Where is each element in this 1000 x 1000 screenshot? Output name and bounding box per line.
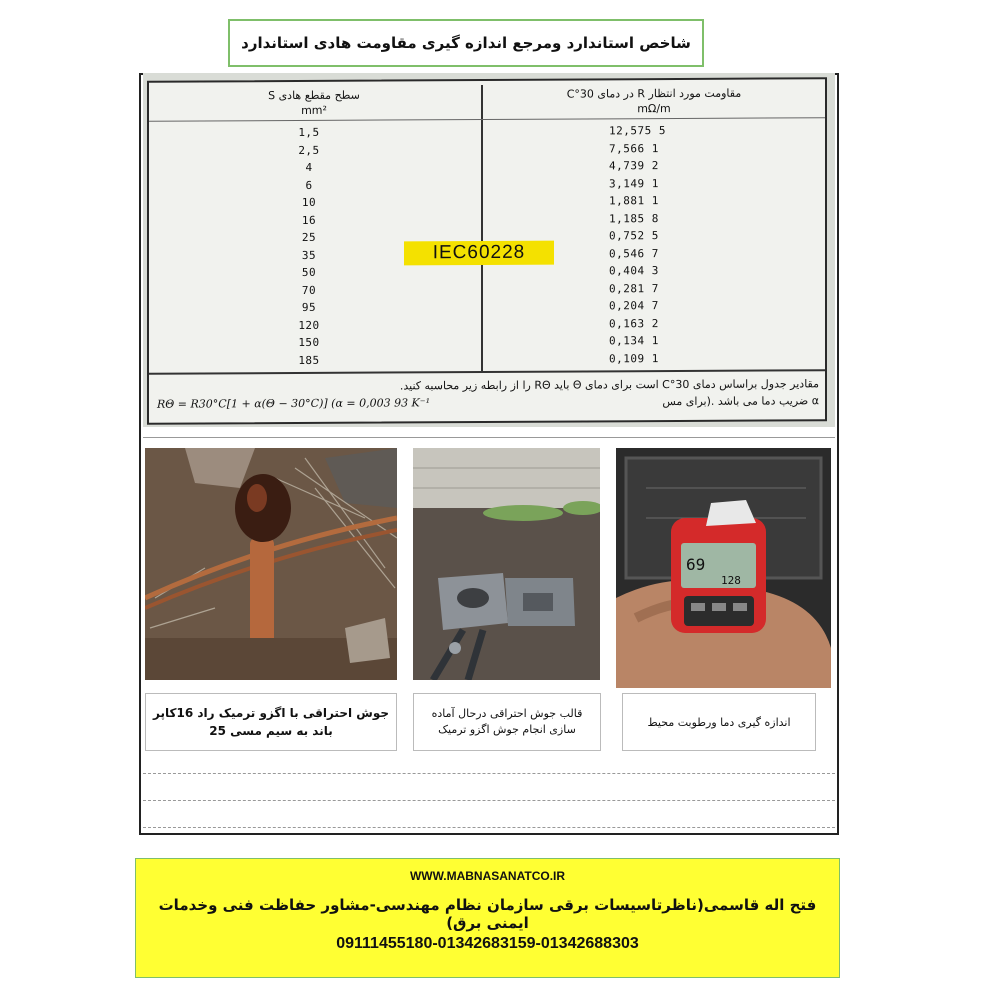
blank-line <box>143 800 835 801</box>
blank-line <box>143 827 835 828</box>
table-note-line2: α ضریب دما می باشد .(برای مس <box>662 394 819 409</box>
caption-thermo-hygrometer-text: اندازه گیری دما ورطوبت محیط <box>647 715 791 729</box>
resistance-value: 0,404 3 <box>609 264 659 278</box>
caption-exothermic-weld-text: جوش احتراقی با اگزو ترمیک راد 16کاپر باند به سیم مسی 25 <box>153 706 389 738</box>
resistance-value: 0,109 1 <box>609 351 659 365</box>
resistance-value: 3,149 1 <box>609 176 659 190</box>
section-value: 50 <box>301 265 317 279</box>
section-value: 95 <box>301 300 317 314</box>
resistance-value: 0,546 7 <box>609 246 659 260</box>
author-credit: فتح اله قاسمی(ناظرتاسیسات برقی سازمان نظام مهندسی-مشاور حفاظت فنی وخدمات ایمنی برق) <box>158 896 817 932</box>
standard-badge: IEC60228 <box>404 241 554 266</box>
section-value: 16 <box>301 213 317 227</box>
website-link[interactable]: WWW.MABNASANATCO.IR <box>409 869 566 883</box>
phone-numbers: 09111455180-01342683159-01342688303 <box>336 935 639 952</box>
caption-thermo-hygrometer <box>622 693 816 751</box>
section-value: 185 <box>298 353 320 367</box>
meter-reading-top: 69 <box>686 555 706 574</box>
meter-reading-bottom: 128 <box>721 574 741 587</box>
section-header-unit: mm² <box>301 103 327 117</box>
section-value: 1,5 <box>298 125 320 139</box>
resistance-header <box>494 85 814 117</box>
section-value: 10 <box>301 195 317 209</box>
resistance-value: 7,566 1 <box>609 141 659 155</box>
section-value: 4 <box>305 160 313 174</box>
resistance-header-label: مقاومت مورد انتظار R در دمای 30°C <box>566 86 742 101</box>
table-note-line1: مقادیر جدول براساس دمای 30°C است برای دمای Θ باید RΘ را از رابطه زیر محاسبه کنید. <box>399 377 819 393</box>
blank-line <box>143 773 835 774</box>
section-header-label: سطح مقطع هادی S <box>268 88 360 103</box>
resistance-value: 0,752 5 <box>609 229 659 243</box>
contact-footer <box>135 858 840 978</box>
resistance-header-unit: mΩ/m <box>637 102 671 116</box>
meter-photo-illustration <box>616 448 831 688</box>
section-value: 6 <box>305 178 313 192</box>
resistance-value: 4,739 2 <box>609 159 659 173</box>
mold-photo-illustration <box>413 448 600 680</box>
section-value: 35 <box>301 248 317 262</box>
weld-photo-illustration <box>145 448 397 680</box>
section-value: 70 <box>301 283 317 297</box>
page-title-text: شاخص استاندارد ومرجع اندازه گیری مقاومت هادی استاندارد <box>241 34 691 52</box>
resistance-value: 0,163 2 <box>609 316 659 330</box>
caption-exothermic-weld <box>145 693 397 751</box>
section-divider <box>143 437 835 438</box>
section-value: 2,5 <box>298 143 320 157</box>
photo-exothermic-weld <box>145 448 397 680</box>
section-value: 120 <box>298 318 320 332</box>
resistance-value: 1,185 8 <box>609 211 659 225</box>
resistance-values-column <box>529 124 729 370</box>
section-header <box>159 87 469 119</box>
resistance-value: 1,881 1 <box>609 194 659 208</box>
standard-table-photo <box>143 73 835 427</box>
resistance-value: 0,134 1 <box>609 334 659 348</box>
resistance-table <box>147 77 827 425</box>
caption-weld-mold <box>413 693 601 751</box>
table-note-row2 <box>157 392 819 412</box>
column-divider <box>481 85 483 371</box>
section-value: 25 <box>301 230 317 244</box>
photo-weld-mold <box>413 448 600 680</box>
resistance-value: 12,575 5 <box>609 124 666 138</box>
section-value: 150 <box>298 335 320 349</box>
resistance-value: 0,281 7 <box>609 281 659 295</box>
resistance-value: 0,204 7 <box>609 299 659 313</box>
page-title <box>228 19 704 67</box>
photo-thermo-hygrometer <box>616 448 831 688</box>
table-note <box>157 375 819 412</box>
resistance-formula: RΘ = R30°C[1 + α(Θ − 30°C)] (α = 0,003 93 K⁻¹ <box>157 396 430 411</box>
caption-weld-mold-text: قالب جوش احتراقی درحال آماده سازی انجام جوش اگزو ترمیک <box>431 707 583 736</box>
